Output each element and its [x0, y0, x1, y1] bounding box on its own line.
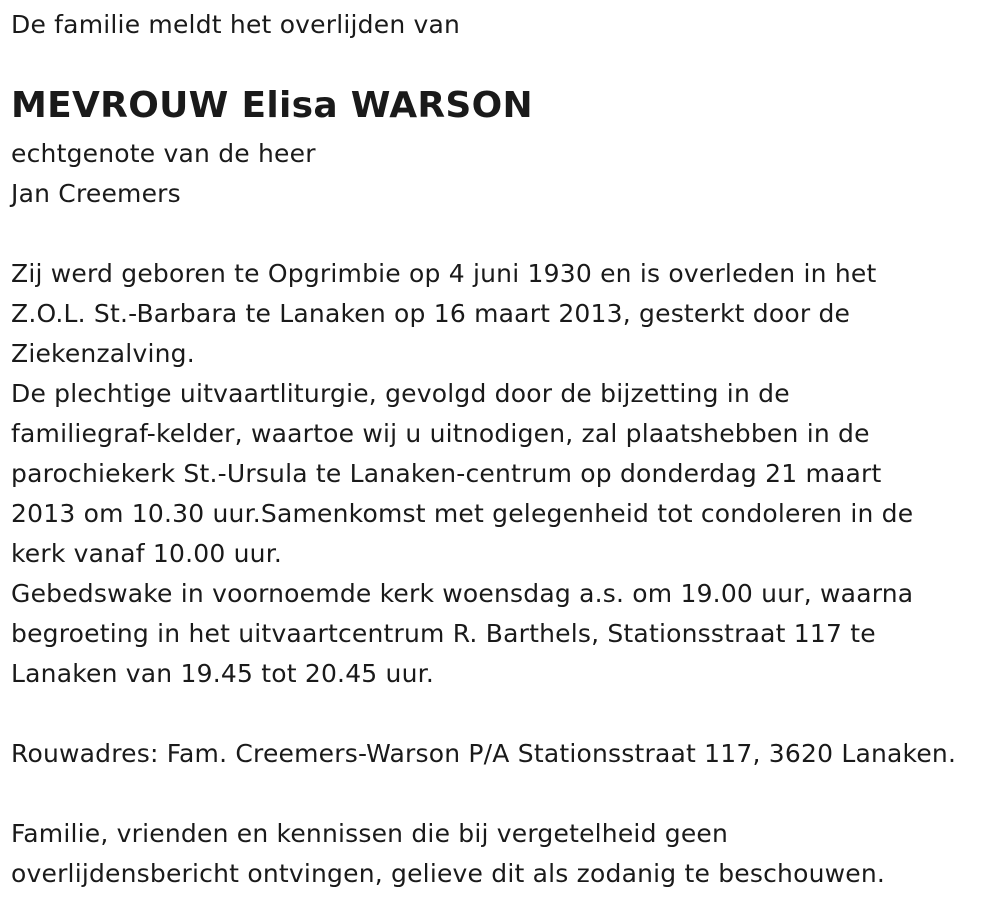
- body-line: Zij werd geboren te Opgrimbie op 4 juni 1930 en is overleden in het: [11, 259, 877, 288]
- address-line: Rouwadres: Fam. Creemers-Warson P/A Stationsstraat 117, 3620 Lanaken.: [11, 739, 957, 768]
- spouse-block: [11, 134, 316, 214]
- spouse-line: echtgenote van de heer: [11, 139, 316, 168]
- body-line: 2013 om 10.30 uur.Samenkomst met gelegenheid tot condoleren in de: [11, 499, 914, 528]
- notice-body: [11, 254, 913, 694]
- body-line: kerk vanaf 10.00 uur.: [11, 539, 283, 568]
- body-line: Gebedswake in voornoemde kerk woensdag a.s. om 19.00 uur, waarna: [11, 579, 914, 608]
- body-line: De plechtige uitvaartliturgie, gevolgd door de bijzetting in de: [11, 379, 790, 408]
- closing-note: [11, 814, 885, 894]
- closing-line: Familie, vrienden en kennissen die bij vergetelheid geen: [11, 819, 729, 848]
- body-line: Z.O.L. St.-Barbara te Lanaken op 16 maart 2013, gesterkt door de: [11, 299, 851, 328]
- mourning-address: [11, 734, 956, 774]
- deceased-name: MEVROUW Elisa WARSON: [11, 85, 533, 126]
- notice-intro: De familie meldt het overlijden van: [11, 10, 461, 39]
- body-line: parochiekerk St.-Ursula te Lanaken-centrum op donderdag 21 maart: [11, 459, 882, 488]
- closing-line: overlijdensbericht ontvingen, gelieve dit als zodanig te beschouwen.: [11, 859, 886, 888]
- body-line: Lanaken van 19.45 tot 20.45 uur.: [11, 659, 434, 688]
- body-line: Ziekenzalving.: [11, 339, 195, 368]
- spouse-line: Jan Creemers: [11, 179, 181, 208]
- body-line: familiegraf-kelder, waartoe wij u uitnodigen, zal plaatshebben in de: [11, 419, 870, 448]
- body-line: begroeting in het uitvaartcentrum R. Barthels, Stationsstraat 117 te: [11, 619, 876, 648]
